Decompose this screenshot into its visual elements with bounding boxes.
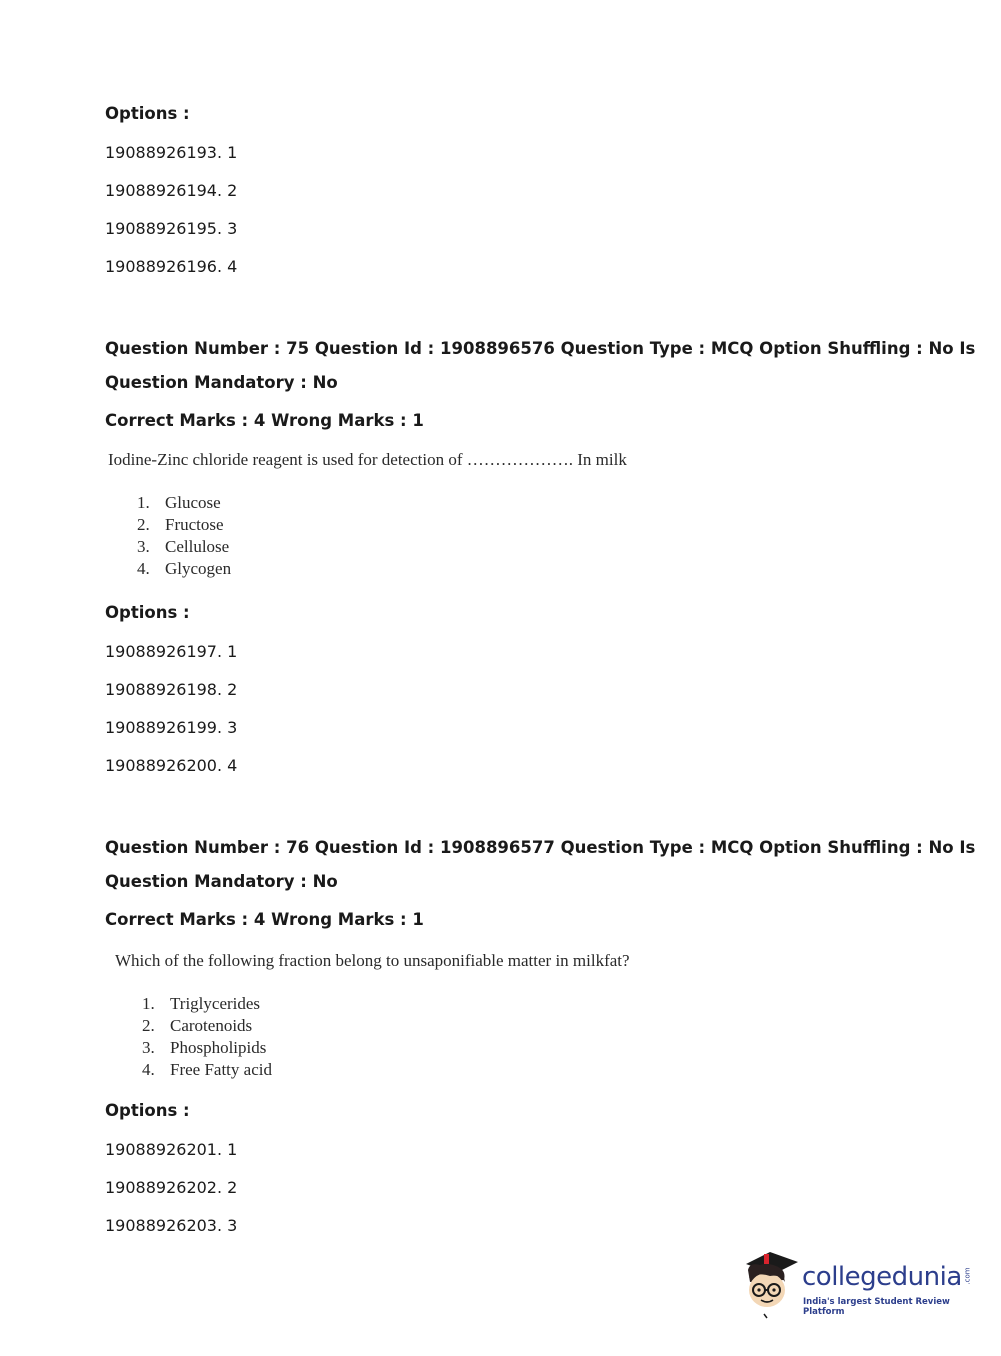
answer-choice: [137, 515, 224, 535]
choice-number: 1.: [142, 994, 155, 1013]
choice-number: 2.: [142, 1016, 155, 1035]
answer-choice: [142, 994, 260, 1014]
choice-text: Glycogen: [165, 559, 232, 578]
options-label: Options :: [105, 104, 190, 123]
question-mandatory: Question Mandatory : No: [105, 872, 338, 891]
question-marks: Correct Marks : 4 Wrong Marks : 1: [105, 910, 424, 929]
option-id: 19088926201. 1: [105, 1140, 238, 1159]
choice-text: Carotenoids: [170, 1016, 253, 1035]
question-text: Iodine-Zinc chloride reagent is used for detection of ………………. In milk: [108, 450, 627, 469]
choice-text: Cellulose: [165, 537, 230, 556]
logo-tagline: India's largest Student Review Platform: [803, 1297, 950, 1317]
option-id: 19088926198. 2: [105, 680, 238, 699]
option-id: 19088926196. 4: [105, 257, 238, 276]
option-id: 19088926193. 1: [105, 143, 238, 162]
options-label: Options :: [105, 603, 190, 622]
question-marks: Correct Marks : 4 Wrong Marks : 1: [105, 411, 424, 430]
question-header: Question Number : 75 Question Id : 1908896576 Question Type : MCQ Option Shuffling : No Is: [105, 339, 976, 358]
choice-text: Free Fatty acid: [170, 1060, 272, 1079]
choice-text: Glucose: [165, 493, 221, 512]
choice-number: 3.: [137, 537, 150, 556]
answer-choice: [142, 1060, 272, 1080]
answer-choice: [137, 559, 231, 579]
option-id: 19088926194. 2: [105, 181, 238, 200]
answer-choice: [142, 1016, 252, 1036]
question-mandatory: Question Mandatory : No: [105, 373, 338, 392]
option-id: 19088926195. 3: [105, 219, 238, 238]
option-id: 19088926200. 4: [105, 756, 238, 775]
choice-number: 3.: [142, 1038, 155, 1057]
options-label: Options :: [105, 1101, 190, 1120]
answer-choice: [142, 1038, 266, 1058]
question-header: Question Number : 76 Question Id : 1908896577 Question Type : MCQ Option Shuffling : No Is: [105, 838, 976, 857]
choice-number: 2.: [137, 515, 150, 534]
answer-choice: [137, 493, 221, 513]
option-id: 19088926203. 3: [105, 1216, 238, 1235]
option-id: 19088926199. 3: [105, 718, 238, 737]
option-id: 19088926202. 2: [105, 1178, 238, 1197]
question-text: Which of the following fraction belong to unsaponifiable matter in milkfat?: [115, 951, 630, 970]
option-id: 19088926197. 1: [105, 642, 238, 661]
choice-text: Triglycerides: [170, 994, 261, 1013]
choice-text: Phospholipids: [170, 1038, 267, 1057]
answer-choice: [137, 537, 229, 557]
logo-suffix: .com: [963, 1267, 972, 1285]
choice-number: 1.: [137, 493, 150, 512]
choice-number: 4.: [137, 559, 150, 578]
choice-text: Fructose: [165, 515, 224, 534]
logo-wordmark: collegedunia: [802, 1262, 962, 1292]
mascot-icon: [740, 1248, 802, 1320]
choice-number: 4.: [142, 1060, 155, 1079]
collegedunia-logo: [740, 1248, 970, 1320]
